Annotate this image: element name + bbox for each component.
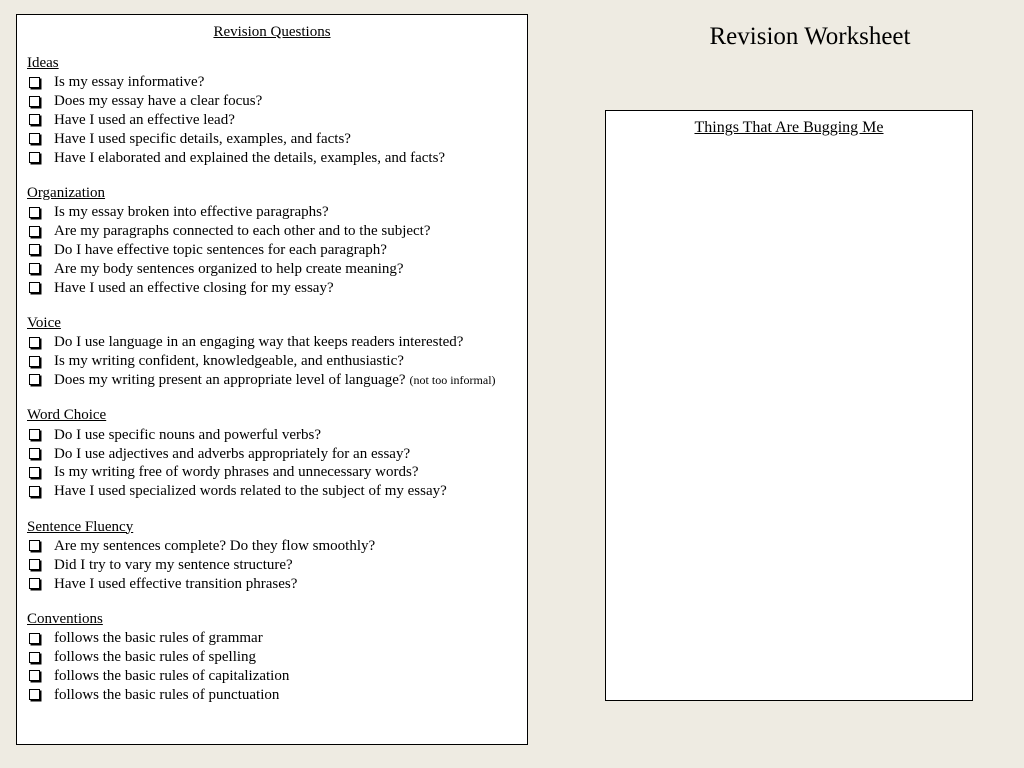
question-text: follows the basic rules of grammar: [54, 630, 263, 647]
checkbox-icon[interactable]: [29, 356, 40, 367]
question-text: Is my essay broken into effective paragraphs?: [54, 204, 329, 221]
question-text: Is my writing free of wordy phrases and unnecessary words?: [54, 464, 419, 481]
question-item: [27, 352, 517, 371]
checkbox-icon[interactable]: [29, 374, 40, 385]
question-item: [27, 537, 517, 556]
question-item: [27, 111, 517, 130]
revision-questions-title: Revision Questions: [213, 24, 331, 40]
checkbox-icon[interactable]: [29, 152, 40, 163]
checkbox-icon[interactable]: [29, 467, 40, 478]
section-sentence-fluency: [27, 518, 517, 593]
question-item: [27, 444, 517, 463]
question-text: Do I use adjectives and adverbs appropriately for an essay?: [54, 445, 411, 462]
question-item: [27, 629, 517, 648]
revision-questions-panel: [16, 14, 528, 745]
question-text: Have I used specific details, examples, and facts?: [54, 130, 351, 147]
checkbox-icon[interactable]: [29, 448, 40, 459]
question-item: [27, 222, 517, 241]
question-list: [27, 333, 517, 389]
question-item: [27, 648, 517, 667]
checkbox-icon[interactable]: [29, 96, 40, 107]
checkbox-icon[interactable]: [29, 226, 40, 237]
question-item: [27, 73, 517, 92]
question-item: [27, 259, 517, 278]
checkbox-icon[interactable]: [29, 578, 40, 589]
section-organization: [27, 184, 517, 297]
question-text: Is my essay informative?: [54, 74, 205, 91]
checkbox-icon[interactable]: [29, 207, 40, 218]
worksheet-title: Revision Worksheet: [709, 23, 911, 50]
section-word-choice: [27, 406, 517, 500]
checkbox-icon[interactable]: [29, 114, 40, 125]
checkbox-icon[interactable]: [29, 633, 40, 644]
section-heading: Sentence Fluency: [27, 518, 134, 535]
bugging-me-panel[interactable]: [605, 110, 973, 701]
question-text: Does my writing present an appropriate level of language?: [54, 371, 406, 388]
question-text: Have I used effective transition phrases?: [54, 575, 298, 592]
checkbox-icon[interactable]: [29, 652, 40, 663]
checkbox-icon[interactable]: [29, 689, 40, 700]
question-text: Are my body sentences organized to help create meaning?: [54, 260, 404, 277]
checkbox-icon[interactable]: [29, 337, 40, 348]
checkbox-icon[interactable]: [29, 244, 40, 255]
section-voice: [27, 314, 517, 389]
section-heading: Word Choice: [27, 407, 107, 424]
question-text: Do I use language in an engaging way that keeps readers interested?: [54, 334, 464, 351]
checkbox-icon[interactable]: [29, 540, 40, 551]
question-list: [27, 425, 517, 500]
question-item: [27, 574, 517, 593]
checkbox-icon[interactable]: [29, 282, 40, 293]
question-item: [27, 482, 517, 501]
question-list: [27, 537, 517, 593]
question-text: follows the basic rules of capitalization: [54, 667, 290, 684]
section-conventions: [27, 610, 517, 704]
question-text: Have I used an effective lead?: [54, 111, 235, 128]
question-text: Does my essay have a clear focus?: [54, 93, 263, 110]
section-heading: Conventions: [27, 610, 103, 627]
question-text: follows the basic rules of punctuation: [54, 686, 280, 703]
checkbox-icon[interactable]: [29, 429, 40, 440]
checkbox-icon[interactable]: [29, 263, 40, 274]
section-heading: Organization: [27, 184, 106, 201]
question-list: [27, 629, 517, 704]
question-item: [27, 463, 517, 482]
question-text: Have I used specialized words related to the subject of my essay?: [54, 483, 447, 500]
question-item: [27, 685, 517, 704]
checkbox-icon[interactable]: [29, 77, 40, 88]
question-text: Have I used an effective closing for my essay?: [54, 279, 334, 296]
question-item: [27, 371, 517, 390]
bugging-me-title: Things That Are Bugging Me: [694, 119, 884, 136]
checkbox-icon[interactable]: [29, 670, 40, 681]
checkbox-icon[interactable]: [29, 133, 40, 144]
question-item: [27, 667, 517, 686]
question-text: Is my writing confident, knowledgeable, and enthusiastic?: [54, 353, 404, 370]
question-note: (not too informal): [409, 372, 496, 387]
section-heading: Voice: [27, 314, 61, 331]
question-item: [27, 555, 517, 574]
question-item: [27, 241, 517, 260]
question-text: Do I have effective topic sentences for each paragraph?: [54, 241, 387, 258]
question-item: [27, 129, 517, 148]
question-list: [27, 73, 517, 167]
question-item: [27, 148, 517, 167]
checkbox-icon[interactable]: [29, 559, 40, 570]
section-heading: Ideas: [27, 55, 59, 71]
question-sections: [27, 54, 517, 704]
question-item: [27, 92, 517, 111]
question-list: [27, 203, 517, 297]
question-text: follows the basic rules of spelling: [54, 649, 257, 666]
question-item: [27, 278, 517, 297]
checkbox-icon[interactable]: [29, 486, 40, 497]
question-item: [27, 333, 517, 352]
question-text: Are my paragraphs connected to each other and to the subject?: [54, 223, 431, 240]
section-ideas: [27, 54, 517, 167]
question-text: Do I use specific nouns and powerful verbs?: [54, 426, 322, 443]
question-item: [27, 203, 517, 222]
question-text: Did I try to vary my sentence structure?: [54, 556, 293, 573]
question-text: Are my sentences complete? Do they flow smoothly?: [54, 537, 376, 554]
question-item: [27, 425, 517, 444]
question-text: Have I elaborated and explained the details, examples, and facts?: [54, 149, 446, 166]
